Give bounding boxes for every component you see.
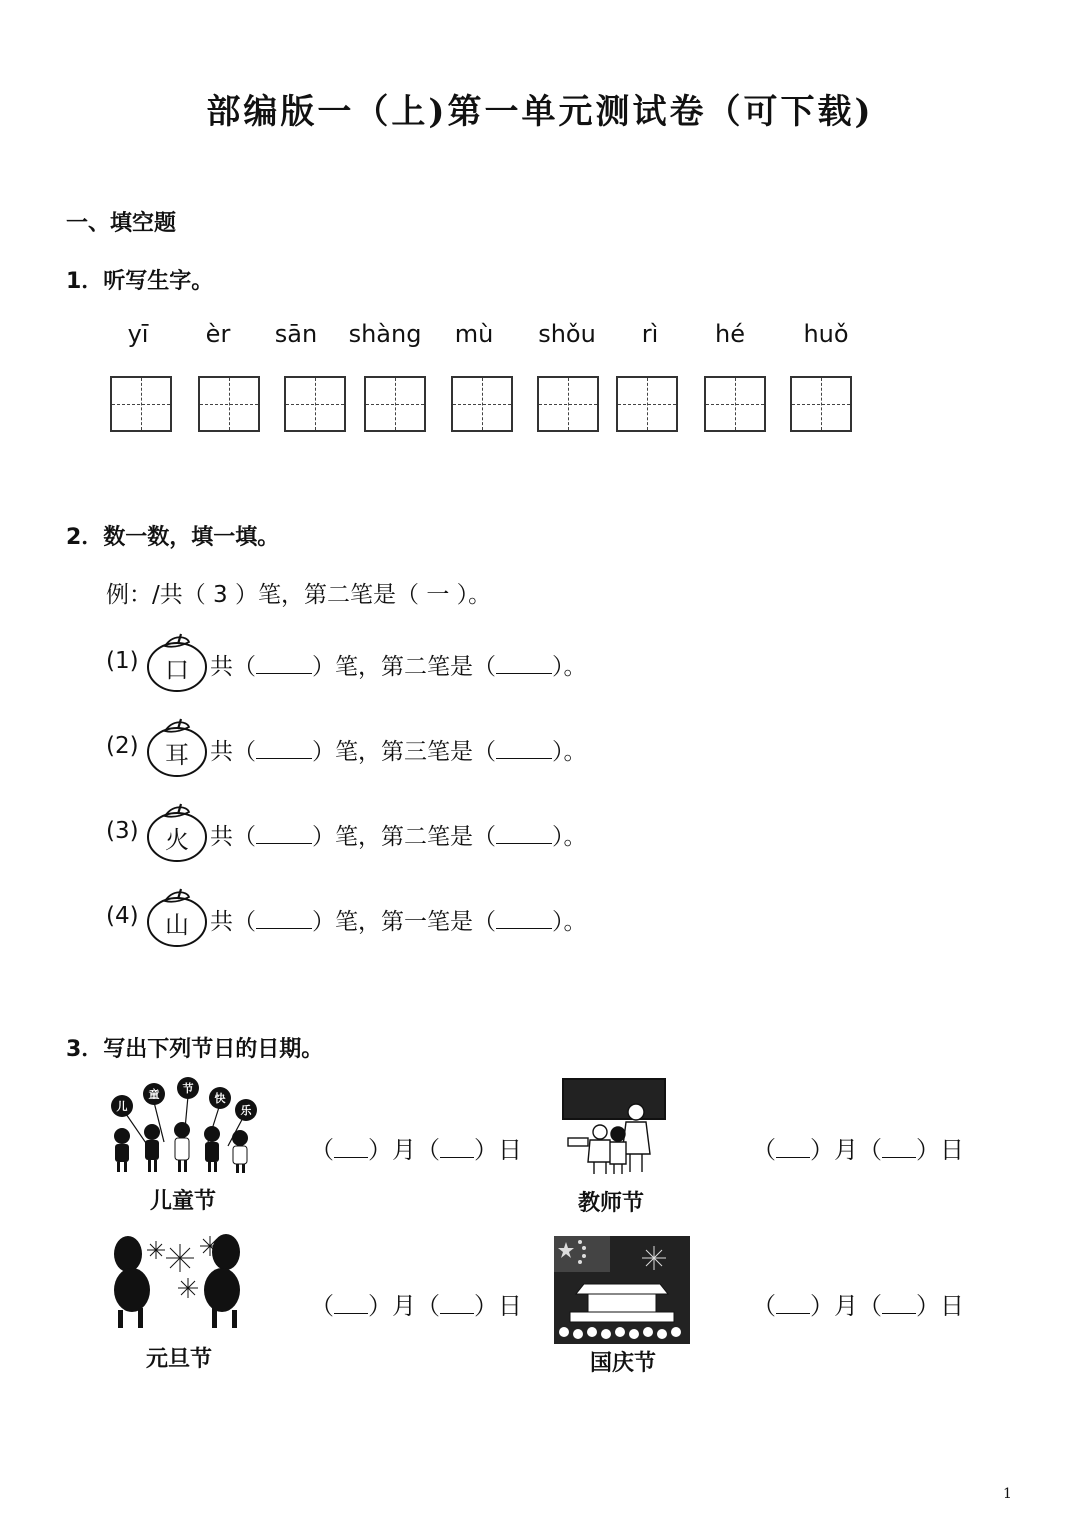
example-line: 例：/共（ 3 ）笔，第二笔是（ 一 ）。 xyxy=(106,582,492,608)
tianzige-box[interactable] xyxy=(198,376,260,432)
count-strokes-line: 共（ ）笔，第一笔是（ ）。 xyxy=(210,903,587,936)
answer-blank[interactable] xyxy=(496,905,552,929)
tianzige-box[interactable] xyxy=(451,376,513,432)
item-number: (1) xyxy=(106,648,139,674)
day-blank[interactable] xyxy=(882,1133,916,1158)
fruit-character: 山 xyxy=(165,911,189,939)
page-number: 1 xyxy=(1003,1486,1012,1502)
answer-blank[interactable] xyxy=(256,820,312,844)
month-blank[interactable] xyxy=(334,1133,368,1158)
item-number: (4) xyxy=(106,903,139,929)
question-1-label: 1．听写生字。 xyxy=(66,269,214,294)
balloon-text: 童 xyxy=(148,1088,160,1101)
day-blank[interactable] xyxy=(882,1289,916,1314)
month-blank[interactable] xyxy=(776,1133,810,1158)
balloon-text: 节 xyxy=(182,1082,194,1095)
answer-blank[interactable] xyxy=(496,650,552,674)
pinyin-8: hé xyxy=(715,320,745,348)
month-blank[interactable] xyxy=(776,1289,810,1314)
balloon-text: 快 xyxy=(214,1092,226,1105)
answer-blank[interactable] xyxy=(256,650,312,674)
festival-caption: 国庆节 xyxy=(590,1350,657,1376)
festival-caption: 元旦节 xyxy=(146,1346,213,1372)
pinyin-9: huǒ xyxy=(803,320,849,348)
fruit-character-icon xyxy=(145,715,209,779)
pinyin-6: shǒu xyxy=(538,320,596,348)
section-heading-fill-blank: 一、填空题 xyxy=(66,211,177,236)
new-years-day-illustration xyxy=(110,1232,246,1330)
date-answer: （ ）月（ ）日 xyxy=(310,1130,522,1165)
tianzige-box[interactable] xyxy=(284,376,346,432)
answer-blank[interactable] xyxy=(256,735,312,759)
answer-blank[interactable] xyxy=(256,905,312,929)
answer-blank[interactable] xyxy=(496,735,552,759)
count-strokes-line: 共（ ）笔，第二笔是（ ）。 xyxy=(210,648,587,681)
count-strokes-line: 共（ ）笔，第二笔是（ ）。 xyxy=(210,818,587,851)
fruit-character-icon xyxy=(145,885,209,949)
date-answer: （ ）月（ ）日 xyxy=(310,1286,522,1321)
pinyin-7: rì xyxy=(641,320,659,348)
question-2-label: 2．数一数，填一填。 xyxy=(66,525,280,550)
pinyin-2: èr xyxy=(205,320,231,348)
month-blank[interactable] xyxy=(334,1289,368,1314)
pinyin-3: sān xyxy=(274,320,318,348)
tianzige-box[interactable] xyxy=(537,376,599,432)
pinyin-1: yī xyxy=(127,320,149,348)
festival-caption: 教师节 xyxy=(578,1190,645,1216)
date-answer: （ ）月（ ）日 xyxy=(752,1130,964,1165)
fruit-character: 口 xyxy=(165,656,189,684)
day-blank[interactable] xyxy=(440,1289,474,1314)
answer-blank[interactable] xyxy=(496,820,552,844)
pinyin-5: mù xyxy=(454,320,494,348)
national-day-illustration xyxy=(554,1236,690,1344)
tianzige-box[interactable] xyxy=(364,376,426,432)
question-3-label: 3．写出下列节日的日期。 xyxy=(66,1037,324,1062)
tianzige-box[interactable] xyxy=(616,376,678,432)
fruit-character-icon xyxy=(145,630,209,694)
count-strokes-line: 共（ ）笔，第三笔是（ ）。 xyxy=(210,733,587,766)
item-number: (2) xyxy=(106,733,139,759)
pinyin-4: shàng xyxy=(348,320,422,348)
day-blank[interactable] xyxy=(440,1133,474,1158)
tianzige-box[interactable] xyxy=(790,376,852,432)
item-number: (3) xyxy=(106,818,139,844)
teachers-day-illustration xyxy=(560,1076,668,1176)
fruit-character: 耳 xyxy=(165,741,189,769)
festival-caption: 儿童节 xyxy=(150,1188,217,1214)
fruit-character-icon xyxy=(145,800,209,864)
page-title: 部编版一（上)第一单元测试卷（可下载) xyxy=(206,92,874,132)
fruit-character: 火 xyxy=(165,826,189,854)
tianzige-box[interactable] xyxy=(704,376,766,432)
date-answer: （ ）月（ ）日 xyxy=(752,1286,964,1321)
balloon-text: 乐 xyxy=(240,1104,252,1117)
tianzige-box[interactable] xyxy=(110,376,172,432)
balloon-text: 儿 xyxy=(116,1100,128,1113)
childrens-day-illustration xyxy=(108,1076,260,1174)
